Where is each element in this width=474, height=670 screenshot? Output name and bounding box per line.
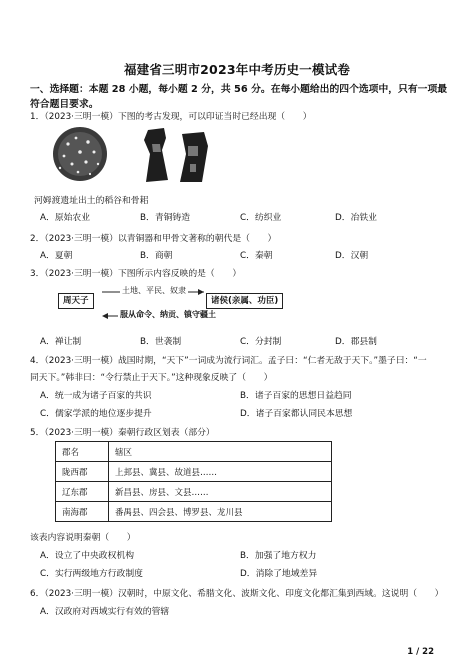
q4-option-b[interactable]: B．诸子百家的思想日益趋同 <box>240 391 352 401</box>
q2-option-c[interactable]: C．秦朝 <box>240 251 273 261</box>
q2-option-a[interactable]: A．夏朝 <box>40 251 73 261</box>
table-cell: 番禺县、四会县、博罗县、龙川县 <box>109 502 332 522</box>
q5-option-d[interactable]: D．消除了地域差异 <box>240 569 318 579</box>
table-cell: 南海郡 <box>56 502 109 522</box>
diagram-top-label: 土地、平民、奴隶 <box>122 286 186 295</box>
table-cell: 新昌县、房县、文县…… <box>109 482 332 502</box>
q3-option-a[interactable]: A．禅让制 <box>40 337 82 347</box>
table-row <box>56 482 332 502</box>
question-6-stem: 6．（2023·三明一模）汉朝时，中原文化、希腊文化、波斯文化、印度文化都汇集到西域。这说明（ ） <box>30 589 444 599</box>
question-1-stem: 1．（2023·三明一模）下图的考古发现，可以印证当时已经出现（ ） <box>30 112 312 122</box>
question-5-stem: 5．（2023·三明一模）秦朝行政区划表（部分） <box>30 428 215 438</box>
table-cell: 上邽县、冀县、故道县…… <box>109 462 332 482</box>
prefecture-table <box>55 441 332 522</box>
question-4-line-1: 4．（2023·三明一模）战国时期，“天下”一词成为流行词汇。孟子曰：“仁者无敌于天下。”墨子曰：“一 <box>30 356 427 366</box>
table-header-cell: 辖区 <box>109 442 332 462</box>
q5-option-b[interactable]: B．加强了地方权力 <box>240 551 317 561</box>
question-3-stem: 3．（2023·三明一模）下图所示内容反映的是（ ） <box>30 269 242 279</box>
q4-option-a[interactable]: A．统一成为诸子百家的共识 <box>40 391 152 401</box>
q5-option-a[interactable]: A．设立了中央政权机构 <box>40 551 134 561</box>
diagram-box-vassals: 诸侯(亲属、功臣) <box>206 293 283 309</box>
table-row <box>56 462 332 482</box>
q1-option-b[interactable]: B．青铜铸造 <box>140 213 191 223</box>
q2-option-b[interactable]: B．商朝 <box>140 251 173 261</box>
figure-caption: 河姆渡遗址出土的稻谷和骨耜 <box>34 196 149 206</box>
q2-option-d[interactable]: D．汉朝 <box>335 251 369 261</box>
q4-option-c[interactable]: C．儒家学派的地位逐步提升 <box>40 409 152 419</box>
q3-option-c[interactable]: C．分封制 <box>240 337 282 347</box>
table-cell: 陇西郡 <box>56 462 109 482</box>
table-cell: 辽东郡 <box>56 482 109 502</box>
archaeology-photo <box>40 124 240 192</box>
q6-option-a[interactable]: A．汉政府对西域实行有效的管辖 <box>40 607 170 617</box>
diagram-box-king: 周天子 <box>58 293 94 309</box>
diagram-bottom-label: 服从命令、纳贡、镇守疆土 <box>120 310 216 319</box>
table-header-cell: 郡名 <box>56 442 109 462</box>
section-heading: 一、选择题：本题 28 小题，每小题 2 分，共 56 分。在每小题给出的四个选项中，只有一项最符合题目要求。 <box>30 84 448 110</box>
question-2-stem: 2．（2023·三明一模）以青铜器和甲骨文著称的朝代是（ ） <box>30 234 277 244</box>
q4-option-d[interactable]: D．诸子百家都认同民本思想 <box>240 409 353 419</box>
question-5-prompt: 该表内容说明秦朝（ ） <box>30 533 136 543</box>
q5-option-c[interactable]: C．实行两级地方行政制度 <box>40 569 143 579</box>
question-4-line-2: 同天下。”韩非曰：“令行禁止于天下。”这种现象反映了（ ） <box>30 373 273 383</box>
q1-option-c[interactable]: C．纺织业 <box>240 213 282 223</box>
table-header-row <box>56 442 332 462</box>
page-number: 1 / 22 <box>407 647 434 657</box>
exam-title: 福建省三明市2023年中考历史一模试卷 <box>123 62 351 77</box>
q1-option-a[interactable]: A．原始农业 <box>40 213 91 223</box>
feudal-diagram <box>58 284 284 324</box>
q3-option-d[interactable]: D．郡县制 <box>335 337 377 347</box>
q3-option-b[interactable]: B．世袭制 <box>140 337 182 347</box>
q1-option-d[interactable]: D．冶铁业 <box>335 213 377 223</box>
table-row <box>56 502 332 522</box>
